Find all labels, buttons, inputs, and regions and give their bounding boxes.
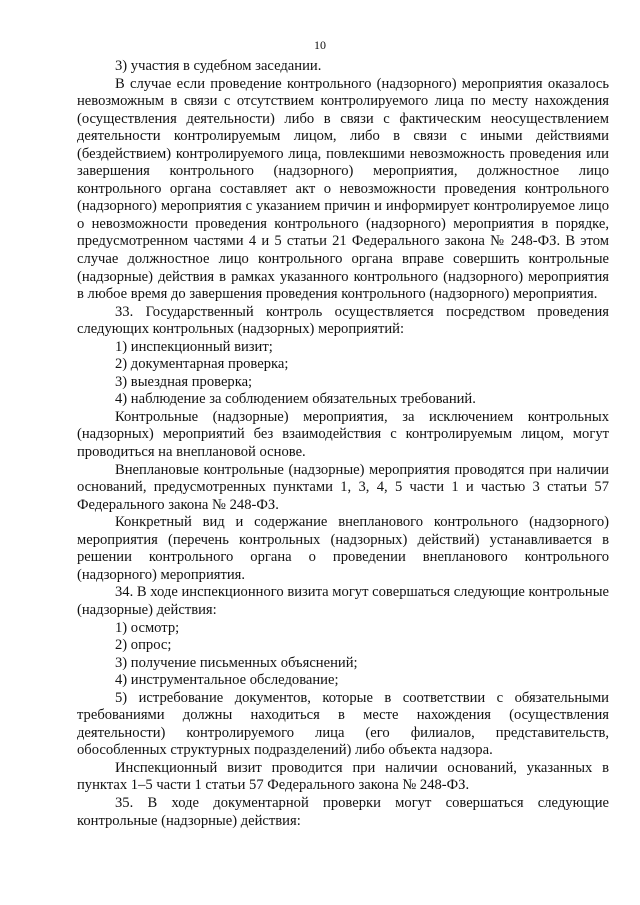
list-item: 3) участия в судебном заседании. — [115, 58, 322, 74]
list-item: 2) опрос; — [115, 637, 172, 654]
paragraph-33: 33. Государственный контроль осуществляется посредством проведения следующих контрольных (надзорных) мероприятий: — [77, 303, 609, 338]
list-item-long: 5) истребование документов, которые в соответствии с обязательными требованиями должны находиться в месте нахождения (осуществления деятельности) контролируемого лица (его филиалов, представительств, обособленных структурных подразделений) либо объекта надзора. — [77, 689, 609, 759]
page-number: 10 — [314, 38, 326, 52]
paragraph: Конкретный вид и содержание внепланового контрольного (надзорного) мероприятия (перечень контрольных (надзорных) действий) устанавливается в решении контрольного органа о проведении внепланового контрольного (надзорного) мероприятия. — [77, 514, 609, 583]
list-item: 3) выездная проверка; — [115, 373, 253, 390]
paragraph: В случае если проведение контрольного (надзорного) мероприятия оказалось невозможным в связи с отсутствием контролируемого лица по месту нахождения (осуществления деятельности) либо в связи с фактическим неосуществлением деятельности контролируемым лицом, либо в связи с иными действиями (бездействием) контролируемого лица, повлекшими невозможность проведения или завершения контрольного (надзорного) мероприятия, должностное лицо контрольного органа составляет акт о невозможности проведения контрольного (надзорного) мероприятия с указанием причин и информирует контролируемое лицо о невозможности проведения контрольного (надзорного) мероприятия в порядке, предусмотренном частями 4 и 5 статьи 21 Федерального закона № 248-ФЗ. В этом случае должностное лицо контрольного органа вправе совершить контрольные (надзорные) действия в рамках указанного контрольного (надзорного) мероприятия в любое время до завершения проведения контрольного (надзорного) мероприятия. — [77, 75, 609, 303]
list-item: 1) осмотр; — [115, 619, 180, 636]
list-item: 4) инструментальное обследование; — [115, 672, 339, 689]
paragraph: Внеплановые контрольные (надзорные) мероприятия проводятся при наличии оснований, предусмотренных пунктами 1, 3, 4, 5 части 1 и частью 3 статьи 57 Федерального закона № 248-ФЗ. — [77, 461, 609, 513]
paragraph: Инспекционный визит проводится при наличии оснований, указанных в пунктах 1–5 части 1 статьи 57 Федерального закона № 248-ФЗ. — [77, 759, 609, 794]
document-body — [77, 58, 609, 830]
paragraph-34: 34. В ходе инспекционного визита могут совершаться следующие контрольные (надзорные) действия: — [77, 584, 609, 618]
list-item: 3) получение письменных объяснений; — [115, 654, 358, 671]
paragraph-35: 35. В ходе документарной проверки могут совершаться следующие контрольные (надзорные) действия: — [77, 794, 609, 829]
paragraph: Контрольные (надзорные) мероприятия, за исключением контрольных (надзорных) мероприятий без взаимодействия с контролируемым лицом, могут проводиться на внеплановой основе. — [77, 408, 609, 461]
list-item: 1) инспекционный визит; — [115, 338, 273, 355]
list-item: 2) документарная проверка; — [115, 356, 289, 373]
list-item: 4) наблюдение за соблюдением обязательных требований. — [115, 391, 476, 408]
